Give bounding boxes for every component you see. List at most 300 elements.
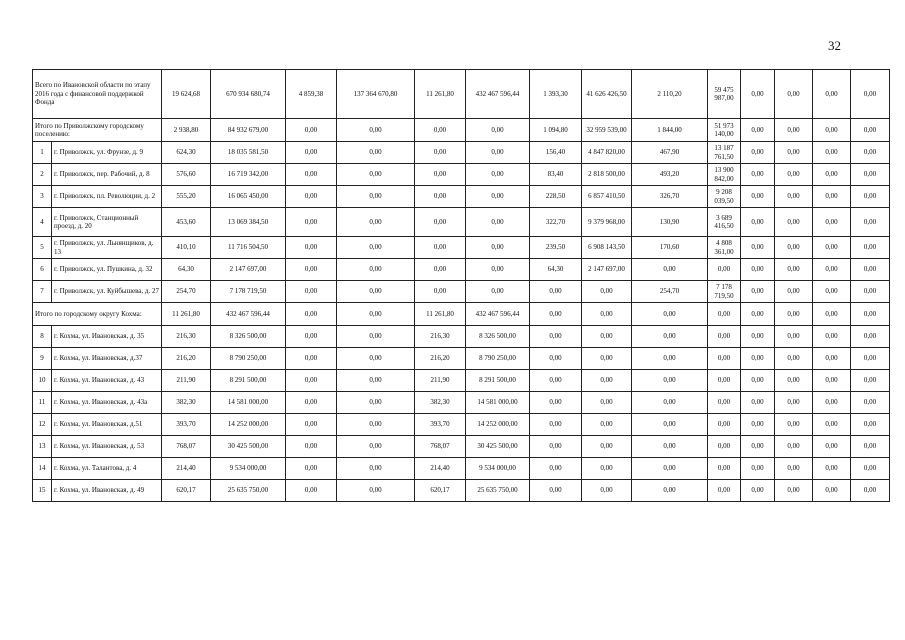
value-cell: 0,00 <box>741 370 775 392</box>
value-cell: 0,00 <box>708 458 741 480</box>
value-cell: 0,00 <box>582 480 632 502</box>
value-cell: 0,00 <box>741 436 775 458</box>
table-row <box>33 142 890 164</box>
value-cell: 0,00 <box>337 208 415 237</box>
value-cell: 0,00 <box>582 370 632 392</box>
value-cell: 0,00 <box>775 164 813 186</box>
value-cell: 25 635 750,00 <box>211 480 286 502</box>
value-cell: 0,00 <box>337 370 415 392</box>
value-cell: 0,00 <box>286 186 337 208</box>
value-cell: 170,60 <box>632 237 708 259</box>
value-cell: 0,00 <box>813 70 851 119</box>
table-row <box>33 237 890 259</box>
value-cell: 0,00 <box>632 370 708 392</box>
value-cell: 0,00 <box>286 436 337 458</box>
value-cell: 137 364 670,80 <box>337 70 415 119</box>
table-row <box>33 436 890 458</box>
value-cell: 0,00 <box>851 392 890 414</box>
value-cell: 0,00 <box>775 326 813 348</box>
value-cell: 13 900 842,00 <box>708 164 741 186</box>
address-cell: г. Кохма, ул. Ивановская, д.51 <box>52 414 162 436</box>
value-cell: 0,00 <box>632 414 708 436</box>
value-cell: 16 719 342,00 <box>211 164 286 186</box>
value-cell: 0,00 <box>741 70 775 119</box>
value-cell: 8 790 250,00 <box>211 348 286 370</box>
value-cell: 0,00 <box>775 370 813 392</box>
value-cell: 30 425 500,00 <box>466 436 530 458</box>
value-cell: 0,00 <box>851 326 890 348</box>
value-cell: 0,00 <box>708 259 741 281</box>
value-cell: 0,00 <box>632 458 708 480</box>
value-cell: 0,00 <box>741 259 775 281</box>
value-cell: 216,30 <box>415 326 466 348</box>
value-cell: 216,20 <box>415 348 466 370</box>
value-cell: 239,50 <box>530 237 582 259</box>
value-cell: 30 425 500,00 <box>211 436 286 458</box>
value-cell: 14 252 000,00 <box>466 414 530 436</box>
value-cell: 0,00 <box>337 326 415 348</box>
value-cell: 0,00 <box>813 392 851 414</box>
value-cell: 0,00 <box>813 237 851 259</box>
address-cell: г. Приволжск, пер. Рабочий, д. 8 <box>52 164 162 186</box>
subtotal-label: Итого по городскому округу Кохма: <box>33 303 162 326</box>
value-cell: 0,00 <box>851 208 890 237</box>
subtotal-row <box>33 119 890 142</box>
value-cell: 0,00 <box>286 237 337 259</box>
value-cell: 0,00 <box>741 164 775 186</box>
value-cell: 0,00 <box>530 392 582 414</box>
value-cell: 1 094,80 <box>530 119 582 142</box>
value-cell: 0,00 <box>775 259 813 281</box>
address-cell: г. Кохма, ул. Ивановская, д.37 <box>52 348 162 370</box>
value-cell: 0,00 <box>851 348 890 370</box>
value-cell: 0,00 <box>466 259 530 281</box>
table-row <box>33 186 890 208</box>
value-cell: 11 716 504,50 <box>211 237 286 259</box>
value-cell: 0,00 <box>337 458 415 480</box>
table-row <box>33 208 890 237</box>
value-cell: 0,00 <box>286 281 337 303</box>
value-cell: 11 261,80 <box>162 303 211 326</box>
value-cell: 214,40 <box>162 458 211 480</box>
value-cell: 216,20 <box>162 348 211 370</box>
value-cell: 0,00 <box>851 281 890 303</box>
page-number: 32 <box>828 38 841 53</box>
value-cell: 0,00 <box>337 164 415 186</box>
value-cell: 0,00 <box>708 348 741 370</box>
value-cell: 32 959 539,00 <box>582 119 632 142</box>
value-cell: 0,00 <box>530 480 582 502</box>
value-cell: 0,00 <box>851 480 890 502</box>
value-cell: 382,30 <box>162 392 211 414</box>
address-cell: г. Кохма, ул. Ивановская, д. 53 <box>52 436 162 458</box>
table-row <box>33 480 890 502</box>
value-cell: 7 178 719,50 <box>708 281 741 303</box>
value-cell: 0,00 <box>741 392 775 414</box>
value-cell: 393,70 <box>162 414 211 436</box>
value-cell: 0,00 <box>466 208 530 237</box>
value-cell: 11 261,80 <box>415 70 466 119</box>
value-cell: 13 069 384,50 <box>211 208 286 237</box>
value-cell: 0,00 <box>775 458 813 480</box>
value-cell: 0,00 <box>530 414 582 436</box>
value-cell: 0,00 <box>415 281 466 303</box>
row-number: 9 <box>33 348 52 370</box>
value-cell: 0,00 <box>582 281 632 303</box>
value-cell: 393,70 <box>415 414 466 436</box>
value-cell: 0,00 <box>741 303 775 326</box>
value-cell: 0,00 <box>775 186 813 208</box>
subtotal-row <box>33 303 890 326</box>
value-cell: 0,00 <box>337 480 415 502</box>
row-number: 12 <box>33 414 52 436</box>
value-cell: 211,90 <box>415 370 466 392</box>
value-cell: 0,00 <box>582 436 632 458</box>
row-number: 13 <box>33 436 52 458</box>
value-cell: 0,00 <box>851 142 890 164</box>
value-cell: 0,00 <box>741 186 775 208</box>
value-cell: 0,00 <box>813 281 851 303</box>
value-cell: 0,00 <box>530 436 582 458</box>
value-cell: 0,00 <box>775 480 813 502</box>
value-cell: 410,10 <box>162 237 211 259</box>
value-cell: 59 475 987,00 <box>708 70 741 119</box>
value-cell: 0,00 <box>530 281 582 303</box>
value-cell: 322,70 <box>530 208 582 237</box>
financing-table <box>32 69 890 502</box>
value-cell: 0,00 <box>337 348 415 370</box>
value-cell: 467,90 <box>632 142 708 164</box>
value-cell: 0,00 <box>775 119 813 142</box>
value-cell: 0,00 <box>632 436 708 458</box>
value-cell: 0,00 <box>813 414 851 436</box>
value-cell: 0,00 <box>632 480 708 502</box>
table-row <box>33 458 890 480</box>
value-cell: 382,30 <box>415 392 466 414</box>
value-cell: 0,00 <box>415 119 466 142</box>
value-cell: 670 934 680,74 <box>211 70 286 119</box>
value-cell: 0,00 <box>466 237 530 259</box>
value-cell: 0,00 <box>466 281 530 303</box>
value-cell: 432 467 596,44 <box>466 303 530 326</box>
value-cell: 624,30 <box>162 142 211 164</box>
value-cell: 0,00 <box>337 186 415 208</box>
table-row <box>33 414 890 436</box>
value-cell: 51 973 140,00 <box>708 119 741 142</box>
value-cell: 0,00 <box>582 414 632 436</box>
value-cell: 0,00 <box>337 142 415 164</box>
table-body <box>33 70 890 502</box>
table-row <box>33 348 890 370</box>
value-cell: 18 035 581,50 <box>211 142 286 164</box>
value-cell: 0,00 <box>851 186 890 208</box>
value-cell: 768,07 <box>162 436 211 458</box>
address-cell: г. Приволжск, ул. Куйбышева, д. 27 <box>52 281 162 303</box>
value-cell: 1 393,30 <box>530 70 582 119</box>
value-cell: 0,00 <box>741 281 775 303</box>
value-cell: 0,00 <box>286 414 337 436</box>
value-cell: 0,00 <box>708 414 741 436</box>
value-cell: 0,00 <box>775 414 813 436</box>
row-number: 7 <box>33 281 52 303</box>
value-cell: 326,70 <box>632 186 708 208</box>
value-cell: 0,00 <box>286 119 337 142</box>
value-cell: 0,00 <box>582 348 632 370</box>
table-row <box>33 259 890 281</box>
value-cell: 84 932 679,00 <box>211 119 286 142</box>
row-number: 5 <box>33 237 52 259</box>
value-cell: 576,60 <box>162 164 211 186</box>
value-cell: 0,00 <box>813 436 851 458</box>
value-cell: 0,00 <box>286 348 337 370</box>
value-cell: 0,00 <box>337 436 415 458</box>
value-cell: 0,00 <box>286 259 337 281</box>
value-cell: 0,00 <box>851 303 890 326</box>
address-cell: г. Кохма, ул. Ивановская, д. 49 <box>52 480 162 502</box>
value-cell: 0,00 <box>415 142 466 164</box>
value-cell: 0,00 <box>530 458 582 480</box>
value-cell: 8 326 500,00 <box>466 326 530 348</box>
value-cell: 19 624,68 <box>162 70 211 119</box>
value-cell: 8 291 500,00 <box>211 370 286 392</box>
table-row <box>33 281 890 303</box>
value-cell: 0,00 <box>632 348 708 370</box>
value-cell: 83,40 <box>530 164 582 186</box>
value-cell: 0,00 <box>286 392 337 414</box>
table-row <box>33 370 890 392</box>
value-cell: 0,00 <box>775 436 813 458</box>
value-cell: 14 581 000,00 <box>211 392 286 414</box>
address-cell: г. Кохма, ул. Ивановская, д. 43а <box>52 392 162 414</box>
value-cell: 0,00 <box>708 392 741 414</box>
value-cell: 3 689 416,50 <box>708 208 741 237</box>
row-number: 4 <box>33 208 52 237</box>
value-cell: 7 178 719,50 <box>211 281 286 303</box>
value-cell: 156,40 <box>530 142 582 164</box>
value-cell: 0,00 <box>286 458 337 480</box>
row-number: 8 <box>33 326 52 348</box>
value-cell: 254,70 <box>162 281 211 303</box>
value-cell: 0,00 <box>813 370 851 392</box>
value-cell: 0,00 <box>466 142 530 164</box>
value-cell: 4 859,38 <box>286 70 337 119</box>
value-cell: 14 252 000,00 <box>211 414 286 436</box>
row-number: 15 <box>33 480 52 502</box>
value-cell: 0,00 <box>741 326 775 348</box>
value-cell: 0,00 <box>775 281 813 303</box>
value-cell: 453,60 <box>162 208 211 237</box>
value-cell: 0,00 <box>632 303 708 326</box>
value-cell: 0,00 <box>415 164 466 186</box>
value-cell: 64,30 <box>162 259 211 281</box>
value-cell: 0,00 <box>286 208 337 237</box>
value-cell: 2 938,80 <box>162 119 211 142</box>
value-cell: 0,00 <box>337 392 415 414</box>
value-cell: 0,00 <box>851 414 890 436</box>
value-cell: 2 110,20 <box>632 70 708 119</box>
value-cell: 9 534 000,00 <box>211 458 286 480</box>
value-cell: 0,00 <box>286 326 337 348</box>
value-cell: 228,50 <box>530 186 582 208</box>
value-cell: 0,00 <box>708 480 741 502</box>
value-cell: 0,00 <box>775 142 813 164</box>
value-cell: 0,00 <box>813 259 851 281</box>
value-cell: 0,00 <box>813 208 851 237</box>
value-cell: 0,00 <box>741 237 775 259</box>
value-cell: 620,17 <box>415 480 466 502</box>
value-cell: 0,00 <box>286 370 337 392</box>
value-cell: 0,00 <box>415 208 466 237</box>
address-cell: г. Приволжск, ул. Льнянщиков, д. 13 <box>52 237 162 259</box>
row-number: 6 <box>33 259 52 281</box>
value-cell: 0,00 <box>741 458 775 480</box>
value-cell: 25 635 750,00 <box>466 480 530 502</box>
value-cell: 0,00 <box>813 142 851 164</box>
table-row <box>33 392 890 414</box>
value-cell: 0,00 <box>851 164 890 186</box>
value-cell: 0,00 <box>813 348 851 370</box>
value-cell: 0,00 <box>851 370 890 392</box>
value-cell: 2 818 500,00 <box>582 164 632 186</box>
row-number: 14 <box>33 458 52 480</box>
value-cell: 0,00 <box>813 303 851 326</box>
value-cell: 0,00 <box>286 164 337 186</box>
row-number: 2 <box>33 164 52 186</box>
value-cell: 432 467 596,44 <box>466 70 530 119</box>
value-cell: 0,00 <box>813 480 851 502</box>
value-cell: 0,00 <box>466 164 530 186</box>
value-cell: 214,40 <box>415 458 466 480</box>
value-cell: 216,30 <box>162 326 211 348</box>
value-cell: 0,00 <box>286 480 337 502</box>
value-cell: 555,20 <box>162 186 211 208</box>
value-cell: 0,00 <box>337 303 415 326</box>
value-cell: 0,00 <box>708 370 741 392</box>
value-cell: 0,00 <box>741 119 775 142</box>
value-cell: 0,00 <box>741 348 775 370</box>
value-cell: 0,00 <box>530 370 582 392</box>
value-cell: 4 847 820,00 <box>582 142 632 164</box>
value-cell: 0,00 <box>851 259 890 281</box>
value-cell: 0,00 <box>337 237 415 259</box>
value-cell: 4 808 361,00 <box>708 237 741 259</box>
value-cell: 0,00 <box>741 142 775 164</box>
value-cell: 0,00 <box>851 458 890 480</box>
value-cell: 0,00 <box>775 392 813 414</box>
value-cell: 0,00 <box>775 303 813 326</box>
address-cell: г. Кохма, ул. Ивановская, д. 43 <box>52 370 162 392</box>
value-cell: 493,20 <box>632 164 708 186</box>
table-row <box>33 326 890 348</box>
value-cell: 0,00 <box>708 436 741 458</box>
value-cell: 0,00 <box>286 142 337 164</box>
value-cell: 0,00 <box>813 164 851 186</box>
value-cell: 8 291 500,00 <box>466 370 530 392</box>
value-cell: 2 147 697,00 <box>582 259 632 281</box>
row-number: 1 <box>33 142 52 164</box>
value-cell: 0,00 <box>851 436 890 458</box>
value-cell: 0,00 <box>466 119 530 142</box>
value-cell: 0,00 <box>632 259 708 281</box>
total-label: Всего по Ивановской области по этапу 2016 года с финансовой поддержкой Фонда <box>33 70 162 119</box>
value-cell: 6 857 410,50 <box>582 186 632 208</box>
value-cell: 0,00 <box>632 326 708 348</box>
value-cell: 0,00 <box>582 392 632 414</box>
value-cell: 1 844,00 <box>632 119 708 142</box>
value-cell: 2 147 697,00 <box>211 259 286 281</box>
value-cell: 620,17 <box>162 480 211 502</box>
value-cell: 130,90 <box>632 208 708 237</box>
value-cell: 11 261,80 <box>415 303 466 326</box>
value-cell: 0,00 <box>582 458 632 480</box>
value-cell: 0,00 <box>813 119 851 142</box>
value-cell: 0,00 <box>582 303 632 326</box>
value-cell: 0,00 <box>582 326 632 348</box>
value-cell: 0,00 <box>415 237 466 259</box>
value-cell: 0,00 <box>530 303 582 326</box>
value-cell: 0,00 <box>851 119 890 142</box>
row-number: 10 <box>33 370 52 392</box>
value-cell: 6 908 143,50 <box>582 237 632 259</box>
address-cell: г. Кохма, ул. Талантова, д. 4 <box>52 458 162 480</box>
value-cell: 0,00 <box>851 70 890 119</box>
value-cell: 0,00 <box>337 119 415 142</box>
value-cell: 41 626 426,50 <box>582 70 632 119</box>
value-cell: 0,00 <box>530 326 582 348</box>
value-cell: 9 379 968,00 <box>582 208 632 237</box>
value-cell: 0,00 <box>775 70 813 119</box>
value-cell: 0,00 <box>337 281 415 303</box>
address-cell: г. Приволжск, Станционный проезд, д. 20 <box>52 208 162 237</box>
value-cell: 0,00 <box>466 186 530 208</box>
value-cell: 0,00 <box>775 208 813 237</box>
address-cell: г. Приволжск, ул. Фрунзе, д. 9 <box>52 142 162 164</box>
value-cell: 0,00 <box>813 186 851 208</box>
value-cell: 0,00 <box>851 237 890 259</box>
value-cell: 254,70 <box>632 281 708 303</box>
value-cell: 0,00 <box>530 348 582 370</box>
value-cell: 768,07 <box>415 436 466 458</box>
value-cell: 0,00 <box>813 326 851 348</box>
value-cell: 0,00 <box>337 259 415 281</box>
value-cell: 0,00 <box>286 303 337 326</box>
value-cell: 8 790 250,00 <box>466 348 530 370</box>
value-cell: 0,00 <box>415 259 466 281</box>
value-cell: 9 534 000,00 <box>466 458 530 480</box>
value-cell: 0,00 <box>708 303 741 326</box>
value-cell: 14 581 000,00 <box>466 392 530 414</box>
value-cell: 16 065 450,00 <box>211 186 286 208</box>
address-cell: г. Приволжск, пл. Революции, д. 2 <box>52 186 162 208</box>
row-number: 11 <box>33 392 52 414</box>
value-cell: 0,00 <box>775 237 813 259</box>
value-cell: 0,00 <box>775 348 813 370</box>
value-cell: 0,00 <box>741 480 775 502</box>
row-number: 3 <box>33 186 52 208</box>
value-cell: 8 326 500,00 <box>211 326 286 348</box>
table-row <box>33 164 890 186</box>
value-cell: 0,00 <box>813 458 851 480</box>
total-row <box>33 70 890 119</box>
value-cell: 0,00 <box>415 186 466 208</box>
subtotal-label: Итого по Приволжскому городскому поселению: <box>33 119 162 142</box>
value-cell: 0,00 <box>741 208 775 237</box>
value-cell: 432 467 596,44 <box>211 303 286 326</box>
value-cell: 0,00 <box>708 326 741 348</box>
value-cell: 64,30 <box>530 259 582 281</box>
value-cell: 0,00 <box>741 414 775 436</box>
value-cell: 13 187 761,50 <box>708 142 741 164</box>
